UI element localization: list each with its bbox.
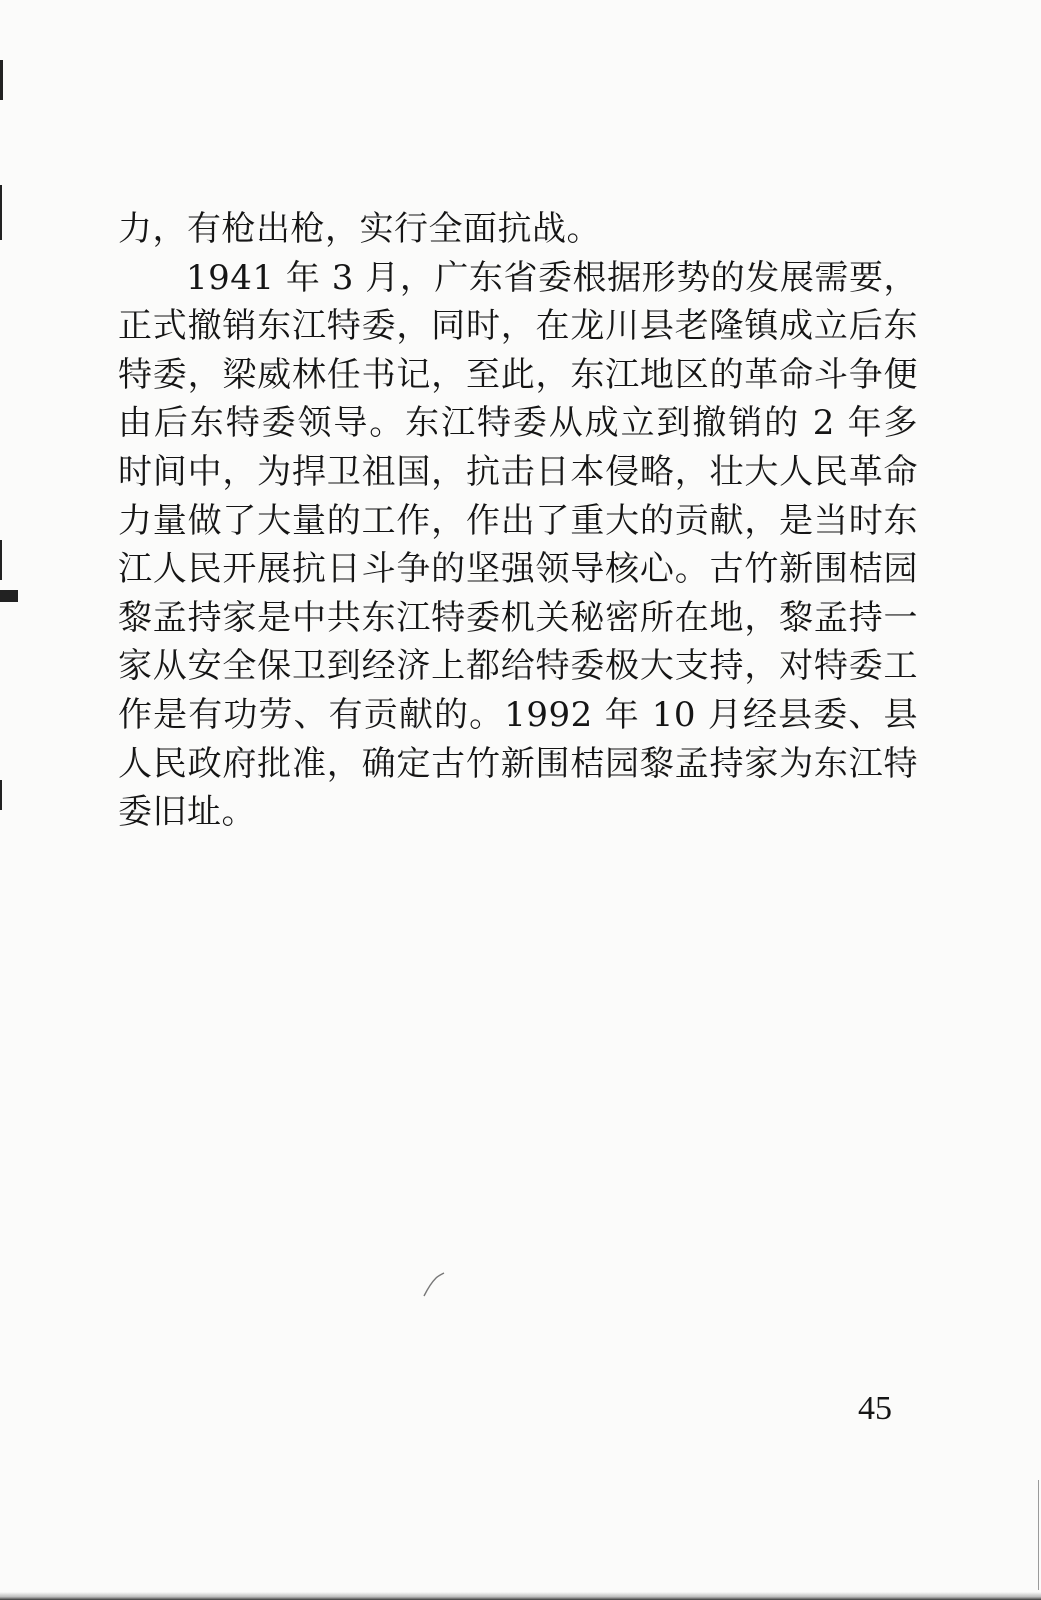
page-number: 45 (858, 1390, 892, 1427)
binding-edge-mark (0, 780, 2, 810)
binding-edge-mark (0, 60, 3, 100)
binding-edge-mark (0, 540, 2, 580)
body-text (118, 205, 918, 837)
binding-edge-mark (0, 185, 2, 240)
paragraph-continuation: 力，有枪出枪，实行全面抗战。 (118, 209, 601, 249)
binding-edge-mark (0, 590, 18, 602)
scan-bottom-edge (0, 1592, 1041, 1600)
paragraph-main: 1941 年 3 月，广东省委根据形势的发展需要，正式撤销东江特委，同时，在龙川县老隆镇成立后东特委，梁威林任书记，至此，东江地区的革命斗争便由后东特委领导。东江特委从成立到撤销的 2 年多时间中，为捍卫祖国，抗击日本侵略，壮大人民革命力量做了大量的工作，作出了重大的贡献，是当时东江人民开展抗日斗争的坚强领导核心。古竹新围桔园黎孟持家是中共东江特委机关秘密所在地，黎孟持一家从安全保卫到经济上都给特委极大支持，对特委工作是有功劳、有贡献的。1992 年 10 月经县委、县人民政府批准，确定古竹新围桔园黎孟持家为东江特委旧址。 (118, 257, 918, 833)
scan-edge-line (1038, 1480, 1039, 1590)
pen-mark-icon (420, 1270, 450, 1300)
